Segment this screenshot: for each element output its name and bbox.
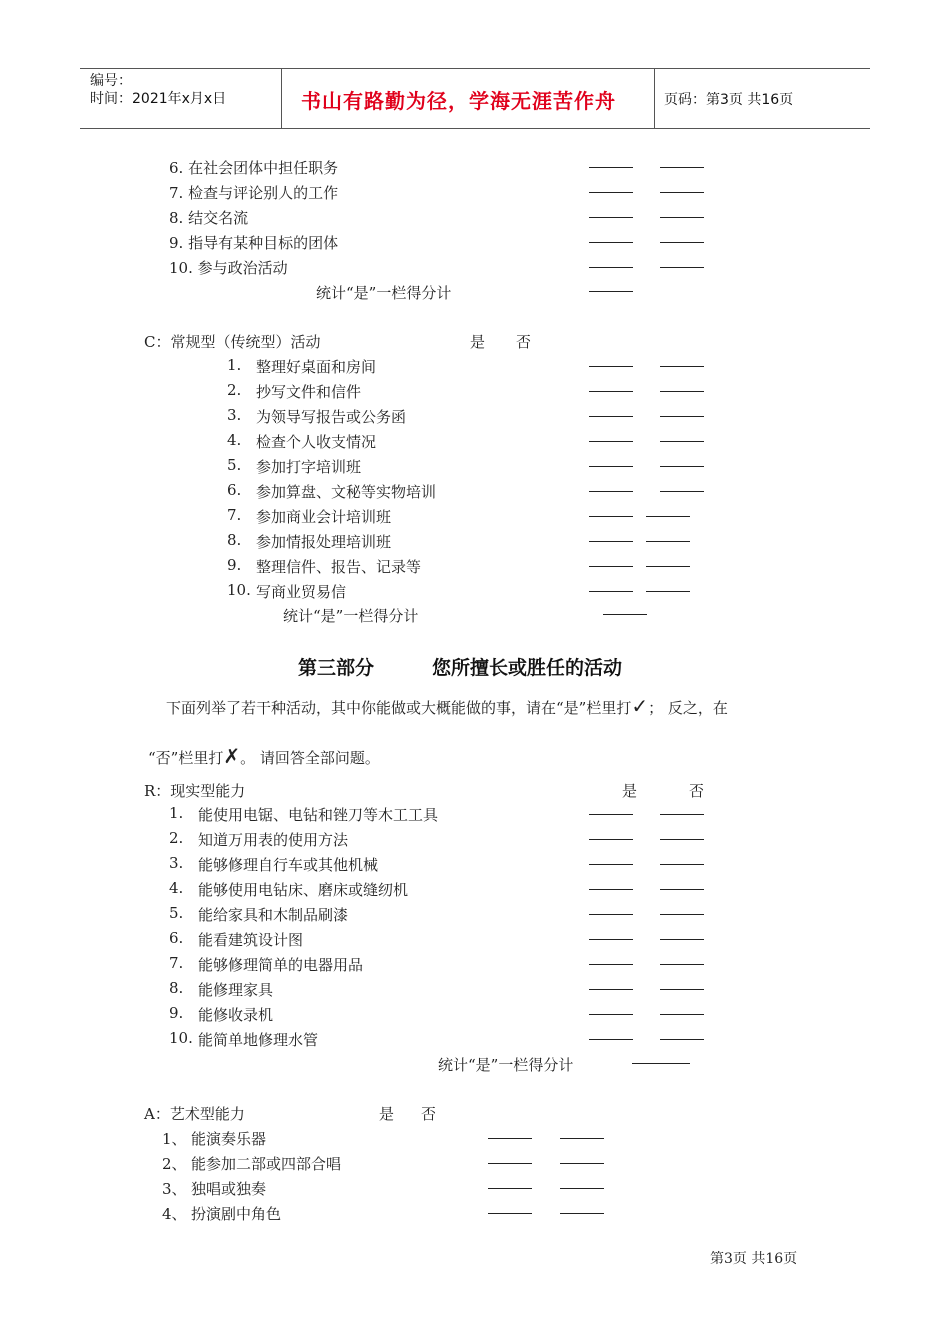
no-answer-blank[interactable]	[660, 441, 704, 442]
yes-answer-blank[interactable]	[589, 466, 633, 467]
no-answer-blank[interactable]	[660, 217, 704, 218]
part3-heading-number: 第三部分	[298, 657, 375, 679]
yes-answer-blank[interactable]	[589, 416, 633, 417]
question-item: 能看建筑设计图	[198, 931, 304, 949]
yes-answer-blank[interactable]	[589, 391, 633, 392]
no-column-header: 否	[516, 333, 532, 351]
question-item: 抄写文件和信件	[256, 383, 362, 401]
question-number: 2、	[162, 1155, 187, 1173]
question-item: 能参加二部或四部合唱	[191, 1155, 342, 1173]
yes-answer-blank[interactable]	[589, 267, 633, 268]
yes-answer-blank[interactable]	[488, 1213, 532, 1214]
question-item: 能简单地修理水管	[198, 1031, 319, 1049]
no-answer-blank[interactable]	[560, 1188, 604, 1189]
no-answer-blank[interactable]	[560, 1163, 604, 1164]
question-number: 1.	[227, 356, 242, 374]
question-item: 参加算盘、文秘等实物培训	[256, 483, 437, 501]
section-title: A：艺术型能力	[144, 1105, 245, 1123]
yes-answer-blank[interactable]	[589, 516, 633, 517]
question-item: 能够修理自行车或其他机械	[198, 856, 379, 874]
question-number: 2.	[169, 829, 184, 847]
yes-answer-blank[interactable]	[488, 1188, 532, 1189]
question-item: 扮演剧中角色	[191, 1205, 282, 1223]
question-number: 8.	[169, 979, 184, 997]
question-item: 能使用电锯、电钻和锉刀等木工工具	[198, 806, 439, 824]
no-answer-blank[interactable]	[660, 267, 704, 268]
intro-text-2b: 。 请回答全部问题。	[240, 749, 380, 767]
question-number: 4、	[162, 1205, 187, 1223]
header-page-number: 页码：第3页 共16页	[664, 92, 794, 108]
question-item: 能够修理简单的电器用品	[198, 956, 364, 974]
question-item: 写商业贸易信	[256, 583, 347, 601]
question-number: 2.	[227, 381, 242, 399]
no-answer-blank[interactable]	[660, 366, 704, 367]
no-answer-blank[interactable]	[646, 516, 690, 517]
question-item: 检查个人收支情况	[256, 433, 377, 451]
question-item: 参加商业会计培训班	[256, 508, 392, 526]
question-item: 7. 检查与评论别人的工作	[169, 184, 339, 202]
header-divider-left	[281, 68, 282, 129]
question-item: 能够使用电钻床、磨床或缝纫机	[198, 881, 409, 899]
question-item: 独唱或独奏	[191, 1180, 267, 1198]
yes-answer-blank[interactable]	[589, 591, 633, 592]
question-item: 整理信件、报告、记录等	[256, 558, 422, 576]
question-number: 7.	[169, 954, 184, 972]
yes-answer-blank[interactable]	[589, 1039, 633, 1040]
question-number: 3.	[169, 854, 184, 872]
question-number: 9.	[169, 1004, 184, 1022]
no-answer-blank[interactable]	[646, 566, 690, 567]
no-answer-blank[interactable]	[660, 491, 704, 492]
section-title: C：常规型（传统型）活动	[144, 333, 321, 351]
no-answer-blank[interactable]	[660, 1039, 704, 1040]
footer-page-number: 第3页 共16页	[710, 1251, 798, 1267]
cross-mark-icon: ✗	[223, 744, 241, 768]
no-answer-blank[interactable]	[660, 964, 704, 965]
yes-column-header: 是	[379, 1105, 395, 1123]
question-item: 10. 参与政治活动	[169, 259, 288, 277]
question-item: 6. 在社会团体中担任职务	[169, 159, 339, 177]
header-code-label: 编号：	[90, 73, 132, 89]
no-answer-blank[interactable]	[660, 889, 704, 890]
header-date: 时间：2021年x月x日	[90, 91, 227, 107]
yes-answer-blank[interactable]	[589, 566, 633, 567]
header-bottom-rule	[80, 128, 870, 129]
header-top-rule	[80, 68, 870, 69]
no-answer-blank[interactable]	[660, 864, 704, 865]
question-number: 3、	[162, 1180, 187, 1198]
score-total-blank[interactable]	[632, 1063, 690, 1064]
question-item: 能修理家具	[198, 981, 274, 999]
yes-answer-blank[interactable]	[589, 541, 633, 542]
yes-answer-blank[interactable]	[589, 242, 633, 243]
no-answer-blank[interactable]	[646, 541, 690, 542]
question-item: 知道万用表的使用方法	[198, 831, 349, 849]
no-answer-blank[interactable]	[660, 391, 704, 392]
no-answer-blank[interactable]	[560, 1138, 604, 1139]
question-number: 1.	[169, 804, 184, 822]
question-item: 8. 结交名流	[169, 209, 249, 227]
no-answer-blank[interactable]	[660, 914, 704, 915]
score-total-label: 统计“是”一栏得分计	[438, 1056, 574, 1074]
yes-answer-blank[interactable]	[589, 989, 633, 990]
yes-answer-blank[interactable]	[589, 491, 633, 492]
header-motto: 书山有路勤为径，学海无涯苦作舟	[301, 89, 616, 113]
intro-text-1b: ； 反之，在	[648, 699, 728, 717]
yes-answer-blank[interactable]	[589, 366, 633, 367]
yes-column-header: 是	[470, 333, 486, 351]
yes-answer-blank[interactable]	[589, 939, 633, 940]
yes-answer-blank[interactable]	[589, 864, 633, 865]
no-answer-blank[interactable]	[660, 466, 704, 467]
part3-heading-title: 您所擅长或胜任的活动	[432, 657, 623, 679]
yes-answer-blank[interactable]	[589, 814, 633, 815]
yes-answer-blank[interactable]	[589, 914, 633, 915]
part3-intro-line2	[148, 744, 380, 768]
check-mark-icon: ✓	[631, 694, 649, 718]
question-number: 6.	[227, 481, 242, 499]
score-total-label: 统计“是”一栏得分计	[283, 607, 419, 625]
intro-text-2: “否”栏里打	[148, 749, 224, 767]
score-total-blank[interactable]	[603, 614, 647, 615]
no-answer-blank[interactable]	[660, 242, 704, 243]
no-answer-blank[interactable]	[660, 989, 704, 990]
question-number: 7.	[227, 506, 242, 524]
question-number: 6.	[169, 929, 184, 947]
section-title: R：现实型能力	[144, 782, 246, 800]
no-answer-blank[interactable]	[660, 1014, 704, 1015]
no-answer-blank[interactable]	[646, 591, 690, 592]
question-number: 9.	[227, 556, 242, 574]
score-total-label: 统计“是”一栏得分计	[316, 284, 452, 302]
intro-text-1: 下面列举了若干种活动，其中你能做或大概能做的事，请在“是”栏里打	[166, 699, 632, 717]
question-item: 整理好桌面和房间	[256, 358, 377, 376]
question-number: 10.	[169, 1029, 193, 1047]
question-item: 参加情报处理培训班	[256, 533, 392, 551]
question-number: 3.	[227, 406, 242, 424]
question-item: 参加打字培训班	[256, 458, 362, 476]
no-answer-blank[interactable]	[560, 1213, 604, 1214]
question-number: 5.	[169, 904, 184, 922]
question-number: 4.	[169, 879, 184, 897]
no-answer-blank[interactable]	[660, 167, 704, 168]
yes-answer-blank[interactable]	[589, 889, 633, 890]
no-answer-blank[interactable]	[660, 192, 704, 193]
question-number: 4.	[227, 431, 242, 449]
yes-answer-blank[interactable]	[488, 1163, 532, 1164]
no-answer-blank[interactable]	[660, 416, 704, 417]
no-answer-blank[interactable]	[660, 814, 704, 815]
no-answer-blank[interactable]	[660, 839, 704, 840]
yes-answer-blank[interactable]	[589, 167, 633, 168]
score-total-blank[interactable]	[589, 291, 633, 292]
question-number: 1、	[162, 1130, 187, 1148]
yes-answer-blank[interactable]	[589, 1014, 633, 1015]
yes-answer-blank[interactable]	[488, 1138, 532, 1139]
header-divider-right	[654, 68, 655, 129]
question-number: 8.	[227, 531, 242, 549]
part3-intro-line1	[166, 694, 728, 718]
question-number: 10.	[227, 581, 251, 599]
question-item: 能演奏乐器	[191, 1130, 267, 1148]
question-number: 5.	[227, 456, 242, 474]
yes-column-header: 是	[622, 782, 638, 800]
question-item: 9. 指导有某种目标的团体	[169, 234, 339, 252]
yes-answer-blank[interactable]	[589, 217, 633, 218]
no-answer-blank[interactable]	[660, 939, 704, 940]
question-item: 能修收录机	[198, 1006, 274, 1024]
yes-answer-blank[interactable]	[589, 839, 633, 840]
no-column-header: 否	[421, 1105, 437, 1123]
yes-answer-blank[interactable]	[589, 441, 633, 442]
yes-answer-blank[interactable]	[589, 192, 633, 193]
question-item: 为领导写报告或公务函	[256, 408, 407, 426]
no-column-header: 否	[689, 782, 705, 800]
question-item: 能给家具和木制品刷漆	[198, 906, 349, 924]
yes-answer-blank[interactable]	[589, 964, 633, 965]
